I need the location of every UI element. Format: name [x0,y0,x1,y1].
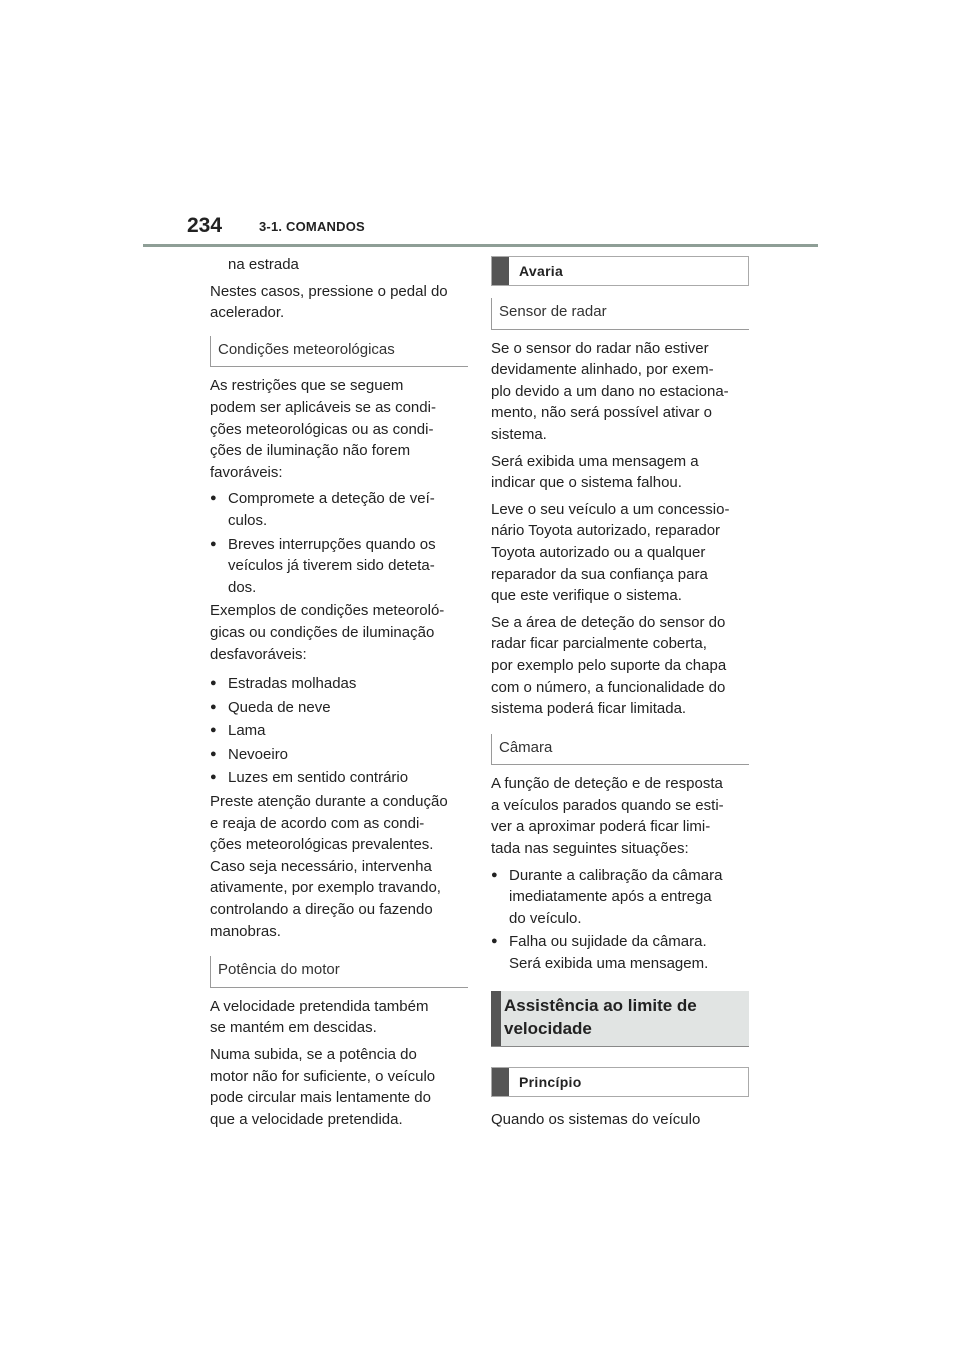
text-line: que a velocidade pretendida. [210,1110,403,1128]
text-line: Nestes casos, pressione o pedal do [210,282,448,300]
heading-avaria [491,256,749,286]
text-line: Durante a calibração da câmara [509,866,723,884]
list-item: ● Queda de neve [210,697,468,719]
text-line: A função de deteção e de resposta [491,775,723,793]
text-line: veículos já tiverem sido deteta- [228,557,435,575]
paragraph [491,1109,749,1131]
heading-bar [492,1068,509,1096]
text-line: ções meteorológicas ou as condi- [210,420,434,438]
subheading-radar: Sensor de radar [491,298,749,330]
list-item: ● Estradas molhadas [210,673,468,695]
bullet-item [210,488,468,531]
text-line: que este verifique o sistema. [491,587,682,605]
paragraph [491,451,749,494]
text-line: plo devido a um dano no estaciona- [491,382,729,400]
text-line: acelerador. [210,304,285,322]
heading-label: Princípio [519,1073,582,1090]
text-line: Compromete a deteção de veí- [228,490,435,508]
text-line: devidamente alinhado, por exem- [491,361,714,379]
list-item: ● Lama [210,720,468,742]
subheading-weather: Condições meteorológicas [210,336,468,368]
text-line: desfavoráveis: [210,645,307,663]
left-column [210,254,468,1135]
text-line: Numa subida, se a potência do [210,1046,417,1063]
text-line: ver a aproximar poderá ficar limi- [491,818,711,836]
intro-line: na estrada [228,256,299,273]
text-line: podem ser aplicáveis se as condi- [210,398,436,416]
text-line: se mantém em descidas. [210,1019,377,1037]
text-line: pode circular mais lentamente do [210,1089,431,1107]
text-line: motor não for suficiente, o veículo [210,1067,436,1085]
text-line: Assistência ao limite de [504,995,697,1015]
text-line: radar ficar parcialmente coberta, [491,635,707,653]
paragraph [491,612,749,720]
text-line: Breves interrupções quando os [228,535,436,553]
bullet-item [210,534,468,599]
text-line: sistema. [491,425,547,443]
text-line: Exemplos de condições meteoroló- [210,602,445,620]
paragraph [491,773,749,859]
text-line: As restrições que se seguem [210,377,404,395]
conditions-list [210,673,468,789]
text-line: Será exibida uma mensagem a [491,452,699,470]
text-line: sistema poderá ficar limitada. [491,700,687,718]
text-line: reparador da sua confiança para [491,565,708,583]
text-line: Leve o seu veículo a um concessio- [491,500,730,518]
text-line: favoráveis: [210,463,283,481]
text-line: nário Toyota autorizado, reparador [491,522,721,540]
subheading-engine: Potência do motor [210,956,468,988]
heading-principio [491,1067,749,1097]
text-line: manobras. [210,922,281,940]
text-line: Preste atenção durante a condução [210,793,448,811]
text-line: Toyota autorizado ou a qualquer [491,543,706,561]
text-line: ativamente, por exemplo travando, [210,879,441,897]
list-item: ● Luzes em sentido contrário [210,767,468,789]
text-line: Caso seja necessário, intervenha [210,857,432,875]
text-line: imediatamente após a entrega [509,888,712,906]
page-number: 234 [187,214,223,237]
heading-speed-limit-assist [491,991,749,1047]
text-line: culos. [228,511,268,529]
right-column [491,256,749,1135]
paragraph [491,499,749,607]
header-rule [143,244,818,247]
text-line: ções meteorológicas prevalentes. [210,836,434,854]
paragraph [210,281,468,324]
heading-bar [492,257,509,285]
text-line: tada nas seguintes situações: [491,840,689,858]
text-line: do veículo. [509,909,582,927]
text-line: Será exibida uma mensagem. [509,955,709,973]
text-line: A velocidade pretendida também [210,997,429,1015]
list-item: ● Nevoeiro [210,744,468,766]
paragraph [210,791,468,942]
paragraph [210,996,468,1039]
section-title: 3-1. COMANDOS [259,219,365,234]
bullet-item [491,865,749,930]
text-line: velocidade [504,1018,592,1038]
text-line: indicar que o sistema falhou. [491,474,682,492]
paragraph [210,375,468,483]
text-line: ções de iluminação não forem [210,442,411,460]
paragraph [491,338,749,446]
text-line: e reaja de acordo com as condi- [210,814,425,832]
text-line: mento, não será possível ativar o [491,404,712,422]
text-line: a veículos parados quando se esti- [491,796,724,814]
text-line: por exemplo pelo suporte da chapa [491,656,727,674]
text-line: Falha ou sujidade da câmara. [509,933,707,951]
text-line: dos. [228,578,257,596]
text-line: Se o sensor do radar não estiver [491,339,709,357]
text-line: gicas ou condições de iluminação [210,623,435,641]
paragraph [210,600,468,665]
heading-bar [491,991,501,1046]
paragraph [210,1044,468,1130]
heading-label: Avaria [519,263,564,279]
text-line: com o número, a funcionalidade do [491,678,726,696]
bullet-item [491,931,749,974]
heading-label [504,994,697,1040]
text-line: Quando os sistemas do veículo [491,1110,701,1128]
subheading-camera: Câmara [491,734,749,766]
text-line: controlando a direção ou fazendo [210,901,433,919]
text-line: Se a área de deteção do sensor do [491,613,726,631]
